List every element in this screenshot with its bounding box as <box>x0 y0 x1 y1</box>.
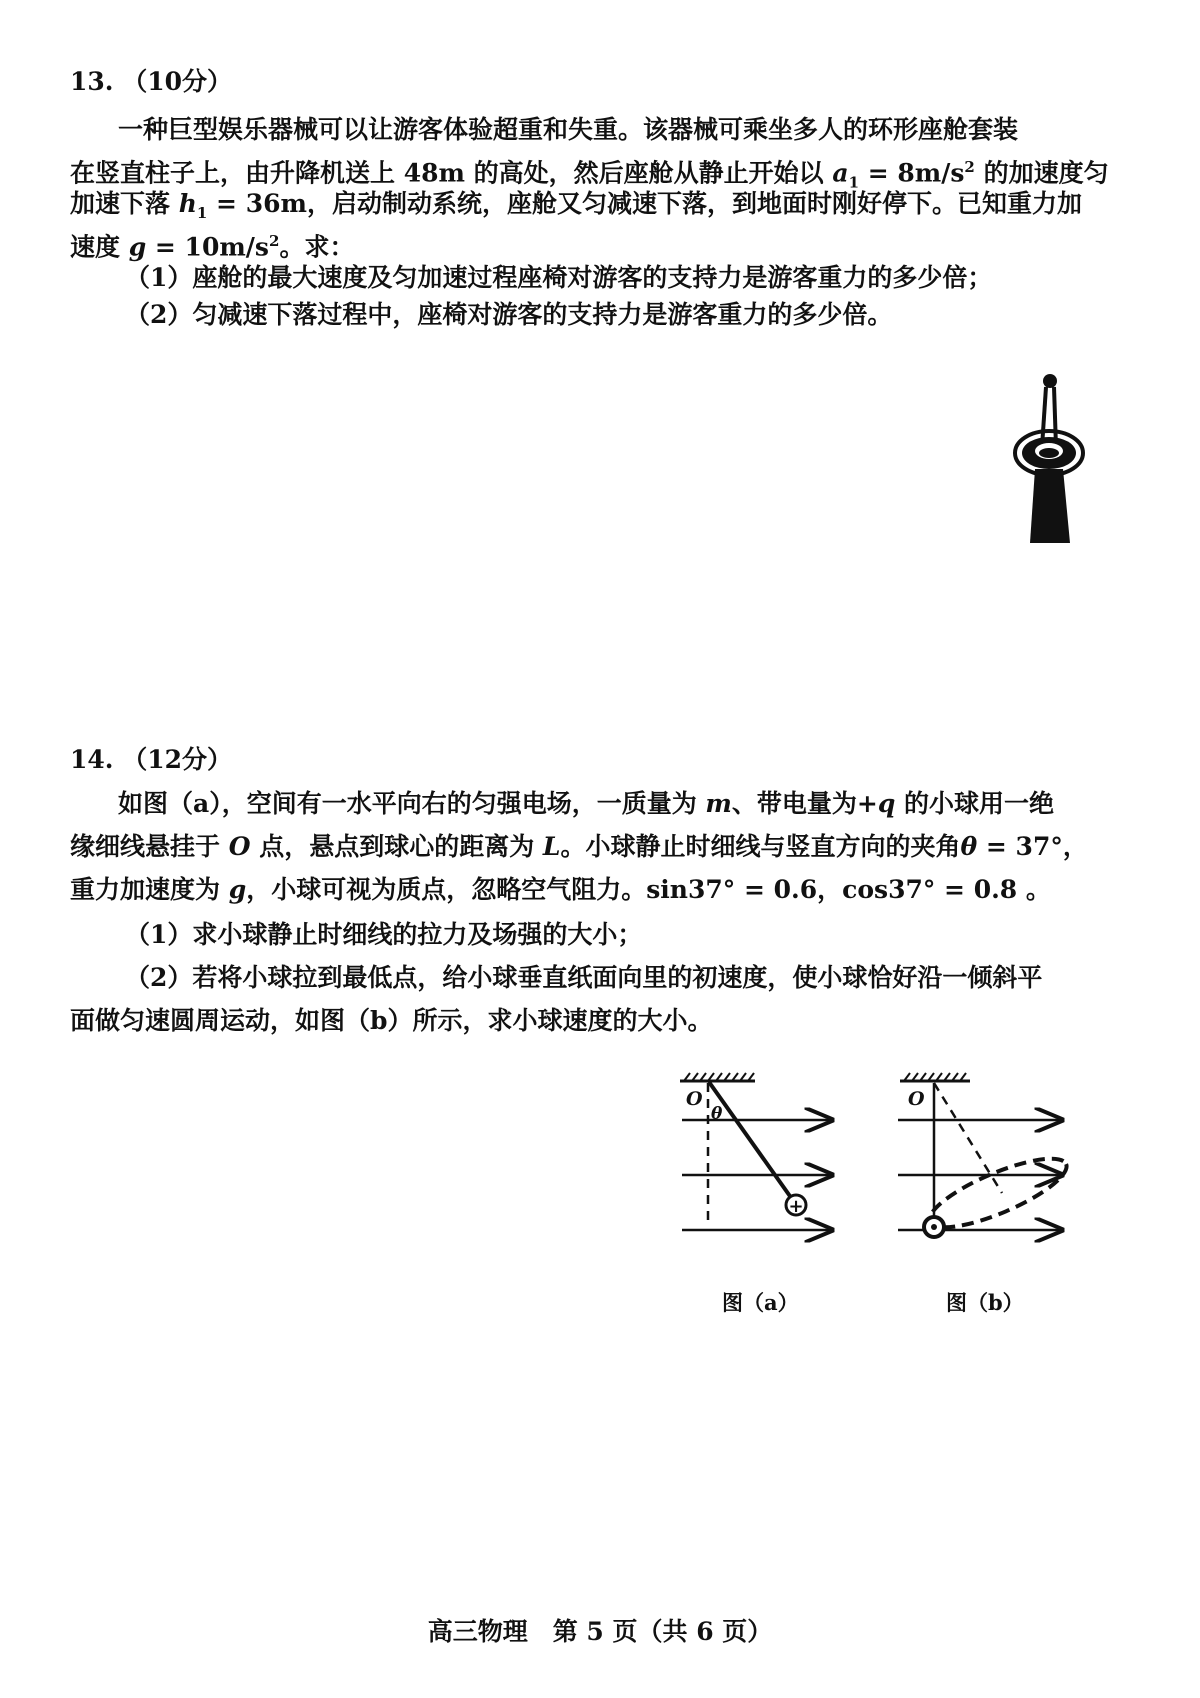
q13-line4-part: 。求： <box>279 232 355 262</box>
q14-text-line2 <box>70 829 1088 865</box>
q14-line3-part: 重力加速度为 <box>70 875 229 904</box>
q14-line2-part: 点，悬点到球心的距离为 <box>250 832 543 861</box>
point-o-label: O <box>908 1088 925 1110</box>
figure-a-diagram <box>660 1065 860 1285</box>
q13-var-h: h <box>178 189 197 218</box>
q14-var-m: m <box>705 789 732 818</box>
q14-var-g: g <box>228 875 247 904</box>
q13-subquestion-1: （1）座舱的最大速度及匀加速过程座椅对游客的支持力是游客重力的多少倍； <box>125 263 993 292</box>
q13-subquestion-2: （2）匀减速下落过程中，座椅对游客的支持力是游客重力的多少倍。 <box>125 300 893 329</box>
q14-line1-part: 、带电量为+ <box>731 789 878 818</box>
q14-subquestion-2-line1: （2）若将小球拉到最低点，给小球垂直纸面向里的初速度，使小球恰好沿一倾斜平 <box>125 963 1043 992</box>
string <box>709 1082 792 1199</box>
q13-text-line1: 一种巨型娱乐器械可以让游客体验超重和失重。该器械可乘坐多人的环形座舱套装 <box>118 115 1019 144</box>
q14-var-q: q <box>877 789 896 818</box>
q14-line1-part: 如图（a），空间有一水平向右的匀强电场，一质量为 <box>118 789 706 818</box>
q14-text-line1 <box>118 786 1054 822</box>
q13-line2-part: 的加速度匀 <box>974 158 1109 188</box>
q13-line2-part: = 8m/s <box>859 158 965 188</box>
point-o-label: O <box>686 1088 703 1110</box>
figure-b-caption: 图（b） <box>946 1290 1024 1315</box>
q13-line3-part: 加速下落 <box>70 189 179 218</box>
q13-line2-part: 在竖直柱子上，由升降机送上 48m 的高处，然后座舱从静止开始以 <box>70 158 833 188</box>
q13-sup-2: 2 <box>269 232 280 250</box>
q13-line3-part: = 36m，启动制动系统，座舱又匀减速下落，到地面时刚好停下。已知重力加 <box>207 189 1082 218</box>
q14-line3-part: ，小球可视为质点，忽略空气阻力。sin37° = 0.6，cos37° = 0.8 。 <box>246 875 1051 904</box>
q14-subquestion-2-line2: 面做匀速圆周运动，如图（b）所示，求小球速度的大小。 <box>70 1006 713 1035</box>
angle-theta-label: θ <box>711 1104 723 1124</box>
page-footer: 高三物理 第 5 页（共 6 页） <box>427 1617 773 1646</box>
q14-heading: 14. （12分） <box>70 745 232 774</box>
q14-var-theta: θ <box>960 832 978 861</box>
drop-tower-illustration <box>990 365 1110 565</box>
charge-label: + <box>788 1196 804 1217</box>
figure-a-caption: 图（a） <box>722 1290 799 1315</box>
q13-line4-part: 速度 <box>70 232 129 262</box>
q13-sup-2: 2 <box>964 158 975 176</box>
q14-var-o: O <box>228 832 251 861</box>
q14-text-line3 <box>70 872 1051 908</box>
q14-subquestion-1: （1）求小球静止时细线的拉力及场强的大小； <box>125 920 643 949</box>
q14-line1-part: 的小球用一绝 <box>895 789 1055 818</box>
q13-var-a: a <box>832 158 849 188</box>
q14-line2-part: 缘细线悬挂于 <box>70 832 229 861</box>
q14-line2-part: = 37°， <box>977 832 1088 861</box>
q13-line4-part: = 10m/s <box>146 232 270 262</box>
figure-b-diagram <box>870 1065 1090 1285</box>
q14-var-l: L <box>542 832 561 861</box>
q13-var-g: g <box>128 232 147 262</box>
q13-text-line4 <box>70 223 354 265</box>
q13-sub-1: 1 <box>196 204 208 222</box>
q13-heading: 13. （10分） <box>70 67 232 96</box>
q14-line2-part: 。小球静止时细线与竖直方向的夹角 <box>560 832 961 861</box>
q13-sub-1: 1 <box>848 173 859 192</box>
